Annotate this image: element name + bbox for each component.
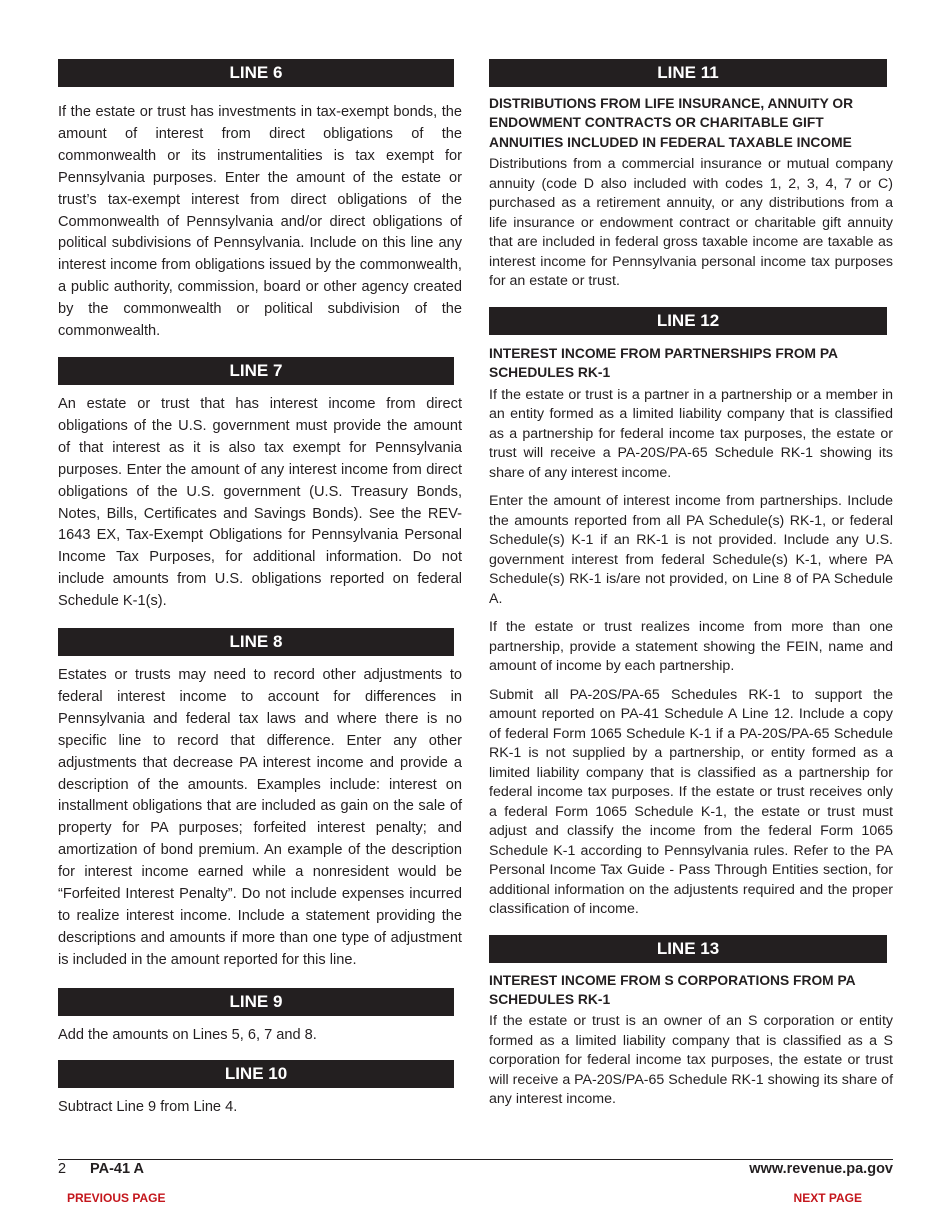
line-12-heading: LINE 12	[489, 307, 887, 335]
form-name: PA-41 A	[90, 1161, 144, 1177]
line-10-text: Subtract Line 9 from Line 4.	[58, 1098, 238, 1115]
next-page-link[interactable]: NEXT PAGE	[793, 1191, 862, 1205]
line-12-para-1: If the estate or trust is a partner in a partnership or a member in an entity formed as a limited liability company that is classified as a partnership for federal income tax purposes, the estate or trust will receive a PA-20S/PA-65 Schedule RK-1 showing its share of any interest income.	[489, 386, 893, 481]
line-11-text: Distributions from a commercial insurance or mutual company annuity (code D also included with codes 1, 2, 3, 4, 7 or C) purchased as a retirement annuity, or any distributions from a life insurance or endowment contract or charitable gift annuity that are included in federal gross taxable income are taxable as interest income for Pennsylvania personal income tax purposes for an estate or trust.	[489, 156, 893, 290]
previous-page-link[interactable]: PREVIOUS PAGE	[67, 1191, 166, 1205]
line-12-para-3: If the estate or trust realizes income from more than one partnership, provide a statement showing the FEIN, name and amount of income by each partnership.	[489, 619, 893, 675]
line-9-text: Add the amounts on Lines 5, 6, 7 and 8.	[58, 1026, 317, 1043]
right-column	[489, 59, 893, 1110]
website-url: www.revenue.pa.gov	[749, 1161, 893, 1177]
page-number: 2	[58, 1161, 67, 1177]
line-10-heading: LINE 10	[58, 1060, 454, 1088]
line-6-text: If the estate or trust has investments in tax-exempt bonds, the amount of interest from direct obligations of the commonwealth or its instrumentalities is tax exempt for Pennsylvania purposes. Enter the amount of the estate or trust’s tax-exempt interest from direct obligations of the Commonwealth of Pennsylvania and/or direct obligations of political subdivisions of Pennsylvania. Include on this line any interest income from obligations issued by the commonwealth, a public authority, commission, board or other agency created by the commonwealth or political subdivision of the commonwealth.	[58, 104, 462, 340]
line-7-heading: LINE 7	[58, 357, 454, 385]
line-11-heading: LINE 11	[489, 59, 887, 87]
line-13-subheading: INTEREST INCOME FROM S CORPORATIONS FROM PA SCHEDULES RK-1	[489, 972, 856, 1007]
line-13-text: If the estate or trust is an owner of an S corporation or entity formed as a limited liability company that is classified as a S corporation for federal income tax purposes, the estate or trust will receive a PA-20S/PA-65 Schedule RK-1 showing its share of any interest income.	[489, 1013, 894, 1108]
line-11-subheading: DISTRIBUTIONS FROM LIFE INSURANCE, ANNUITY OR ENDOWMENT CONTRACTS OR CHARITABLE GIFT ANNUITIES INCLUDED IN FEDERAL TAXABLE INCOME	[489, 96, 854, 150]
line-8-text: Estates or trusts may need to record other adjustments to federal interest income to account for differences in Pennsylvania and federal tax laws and where there is no specific line to record that difference. Enter any other adjustments that decrease PA interest income and provide a description of the amounts. Examples include: interest on installment obligations that are included as gain on the sale of property for PA purposes; forfeited interest penalty; and amortization of bond premium. An example of the description for interest income earned while a nonresident would be “Forfeited Interest Penalty”. Do not include expenses incurred to realize interest income. Include a statement providing the descriptions and amounts if more than one type of adjustment is included in the amount reported for this line.	[58, 667, 462, 968]
left-column	[58, 59, 462, 1119]
line-8-heading: LINE 8	[58, 628, 454, 656]
line-7-text: An estate or trust that has interest income from direct obligations of the U.S. government must provide the amount of that interest as it is also tax exempt for Pennsylvania purposes. Enter the amount of any interest income from direct obligations of the U.S. government (U.S. Treasury Bonds, Notes, Bills, Certificates and Savings Bonds). See the REV-1643 EX, Tax-Exempt Obligations for Pennsylvania Personal Income Tax Purposes, for additional information. Do not include amounts from U.S. obligations reported on federal Schedule K-1(s).	[58, 395, 462, 610]
line-12-subheading: INTEREST INCOME FROM PARTNERSHIPS FROM PA SCHEDULES RK-1	[489, 345, 838, 381]
line-13-heading: LINE 13	[489, 935, 887, 963]
line-9-heading: LINE 9	[58, 988, 454, 1016]
footer-divider	[58, 1159, 893, 1160]
line-12-para-2: Enter the amount of interest income from partnerships. Include the amounts reported from all PA Schedule(s) RK-1, or federal Schedule(s) K-1 if an RK-1 is not provided. Include any U.S. government interest from federal Schedule(s) K-1, where PA Schedule(s) RK-1 is/are not provided, on Line 8 of PA Schedule A.	[489, 493, 893, 607]
line-6-heading: LINE 6	[58, 59, 454, 87]
line-12-para-4: Submit all PA-20S/PA-65 Schedules RK-1 to support the amount reported on PA-41 Schedule A Line 12. Include a copy of federal Form 1065 Schedule K-1 if a PA-20S/PA-65 Schedule RK-1 is not supplied by a partnership, or entity formed as a limited liability company that is classified as a partnership for federal income tax purposes. If the estate or trust receives only a federal Form 1065 Schedule K-1, the estate or trust must adjust and classify the income from the federal Form 1065 Schedule K-1 according to Pennsylvania rules. Refer to the PA Personal Income Tax Guide - Pass Through Entities section, for additional information on the adjustents required and the proper classification of income.	[489, 686, 893, 918]
